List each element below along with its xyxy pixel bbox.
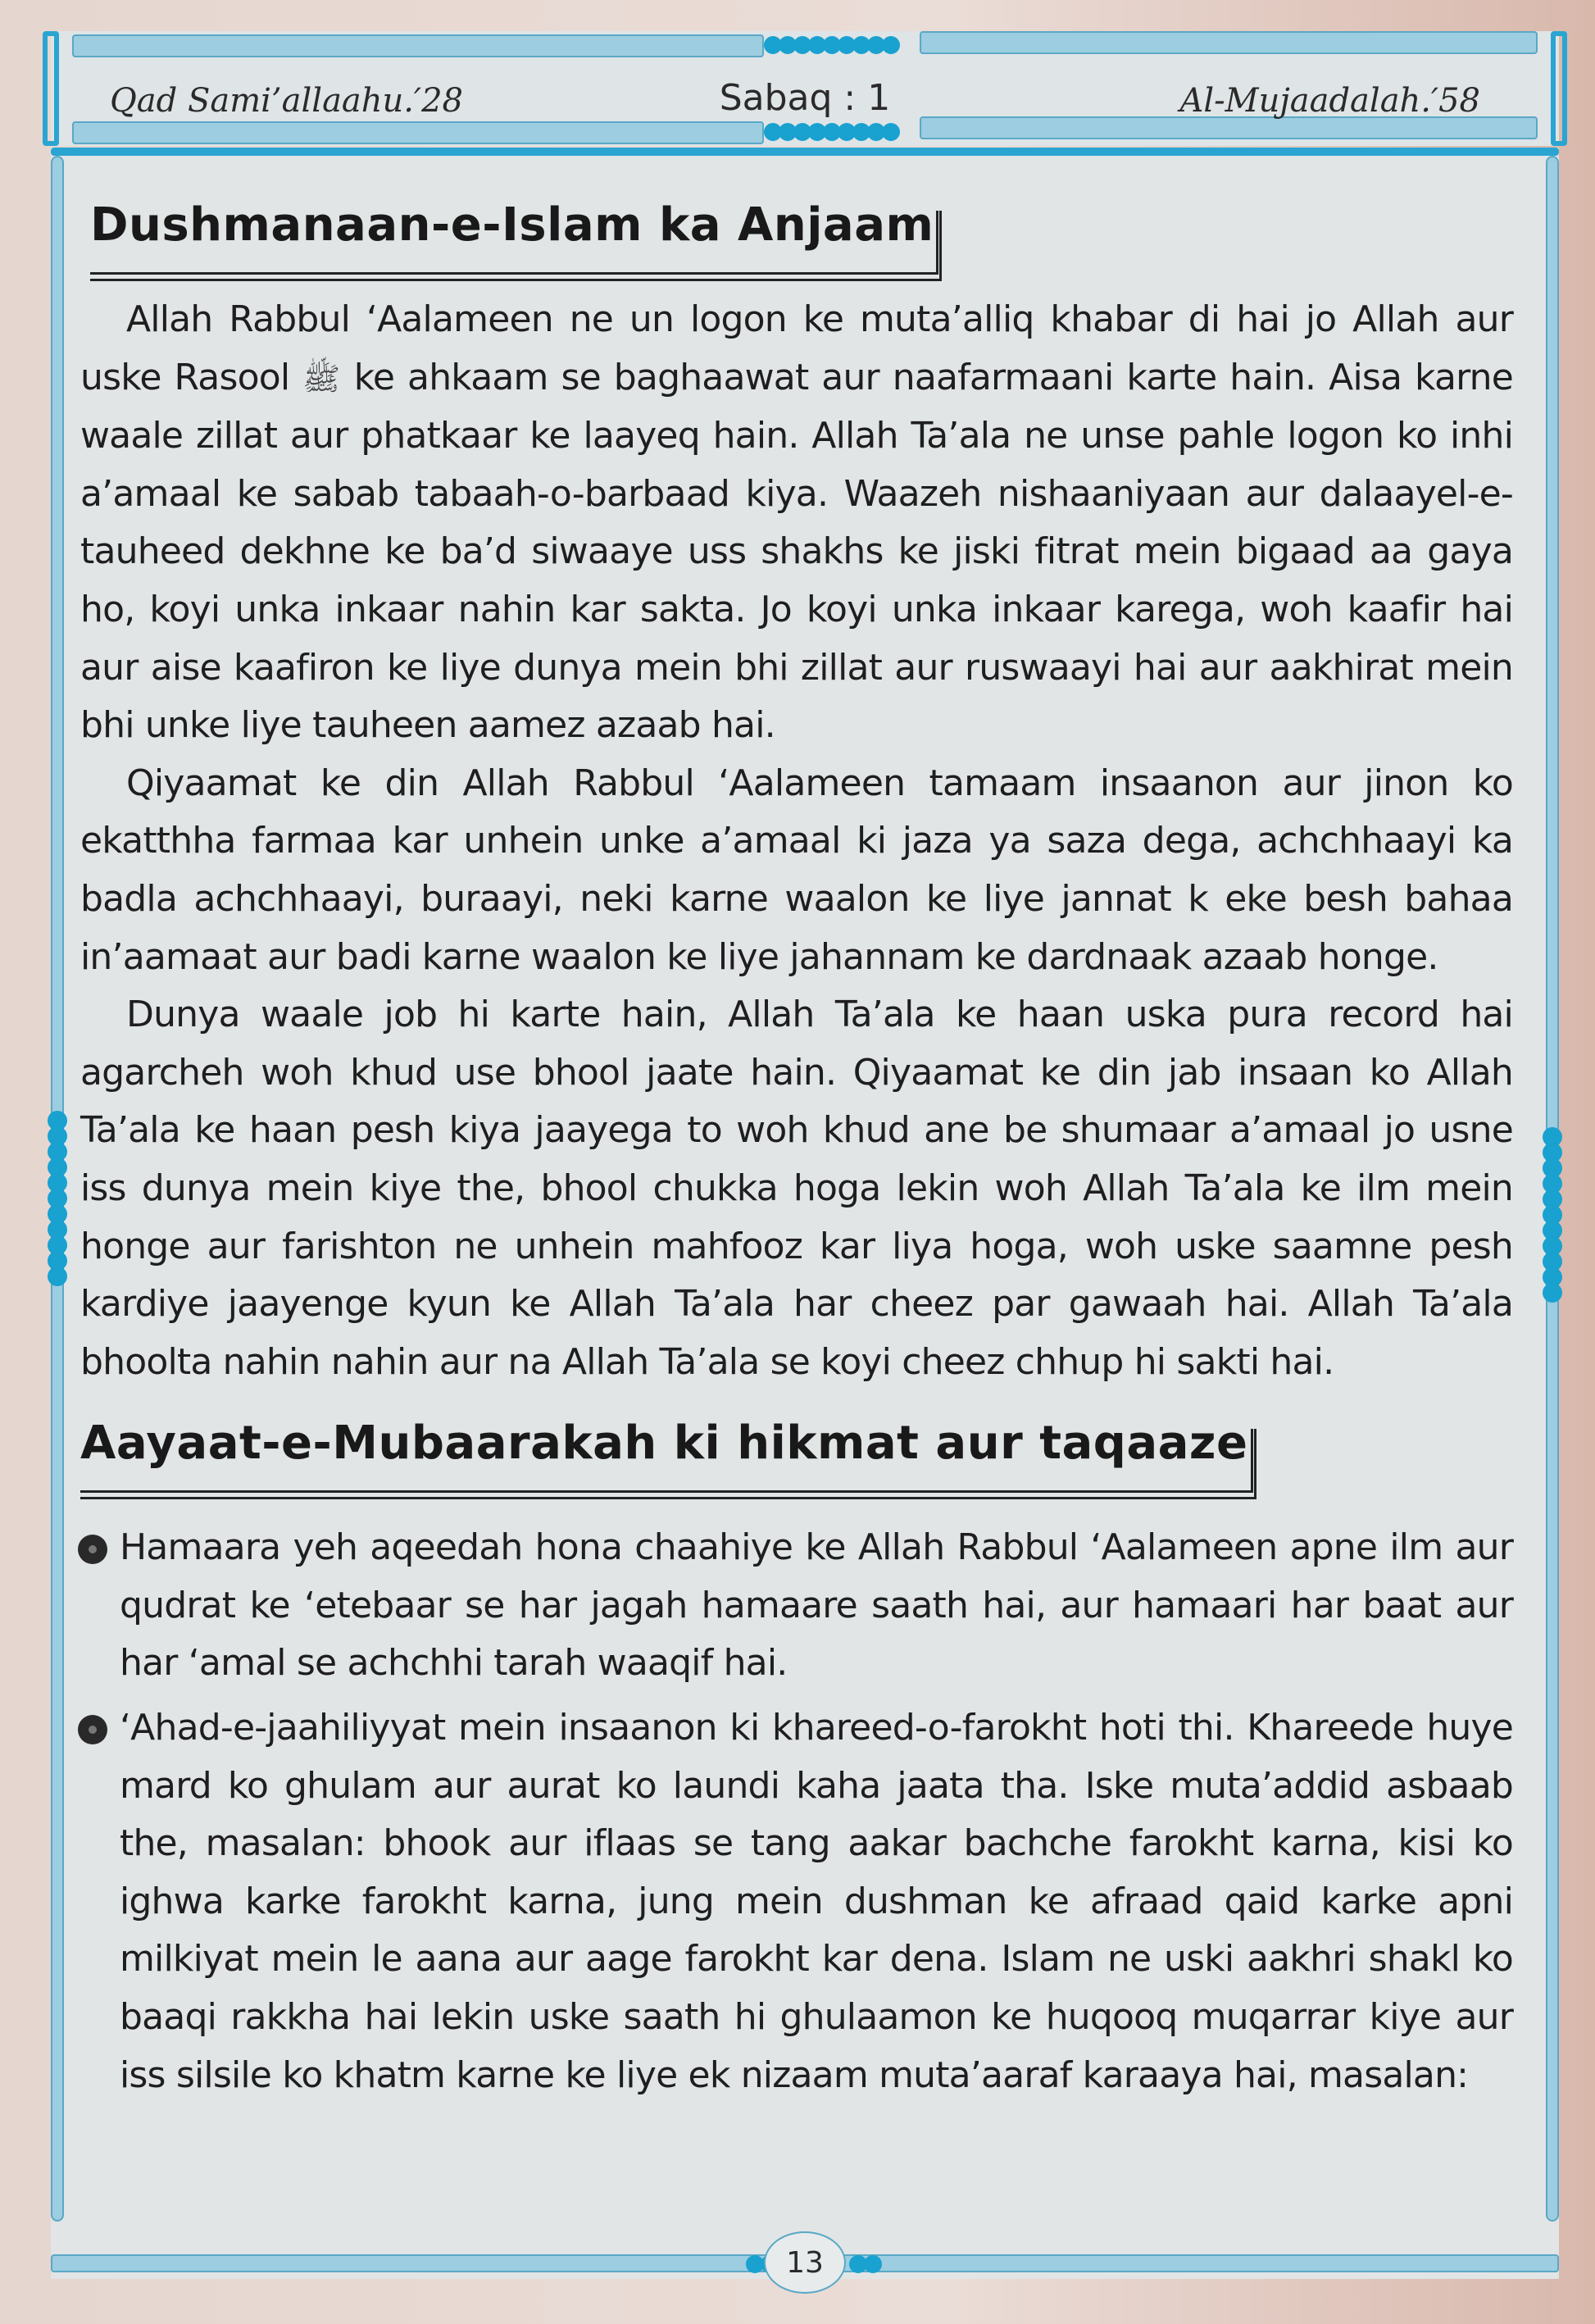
paragraph-1-part-a: Allah Rabbul ‘Aalameen ne un logon ke muta’alliq khabar di hai jo Allah aur uske Rasool (80, 298, 1513, 398)
bullet-text: Hamaara yeh aqeedah hona chaahiye ke Allah Rabbul ‘Aalameen apne ilm aur qudrat ke ‘etebaar se har jagah hamaare saath hai, aur hamaari har baat aur har ‘amal se achchhi tarah waaqif hai. (120, 1526, 1513, 1685)
paragraph-1 (80, 291, 1513, 755)
flower-bullet-icon (80, 1717, 105, 1742)
header-top-beads (764, 36, 897, 54)
salawat-symbol: ﷺ (302, 360, 341, 397)
header-bottom-rail-right (920, 116, 1538, 139)
paragraph-3: Dunya waale job hi karte hain, Allah Ta’ala ke haan uska pura record hai agarcheh woh khud use bhool jaate hain. Qiyaamat ke din jab insaan ko Allah Ta’ala ke haan pesh kiya jaayega to woh khud ane be shumaar a’amaal jo usne iss dunya mein kiye the, bhool chukka hoga lekin woh Allah Ta’ala ke ilm mein honge aur farishton ne unhein mahfooz kar liya hoga, woh uske saamne pesh kardiye jaayenge kyun ke Allah Ta’ala har cheez par gawaah hai. Allah Ta’ala bhoolta nahin nahin aur na Allah Ta’ala se koyi cheez chhup hi sakti hai. (80, 994, 1513, 1383)
section-heading-1 (90, 193, 942, 258)
header-top-rail-right (920, 31, 1538, 54)
section-heading-1-text: Dushmanaan-e-Islam ka Anjaam (90, 198, 934, 252)
header-bottom-beads (764, 123, 897, 141)
frame-top-border (51, 148, 1559, 156)
left-rail-beads (48, 1111, 67, 1282)
header-top-rail-left (72, 34, 764, 57)
bullet-item (80, 1699, 1513, 2104)
paragraph-2: Qiyaamat ke din Allah Rabbul ‘Aalameen tamaam insaanon aur jinon ko ekatthha farmaa kar unhein unke a’amaal ki jaza ya saza dega, achchhaayi ka badla achchhaayi, buraayi, neki karne waalon ke liye jannat k eke besh bahaa in’aamaat aur badi karne waalon ke liye jahannam ke dardnaak azaab honge. (80, 762, 1513, 978)
flower-bullet-icon (80, 1537, 105, 1562)
footer-right-beads (849, 2255, 879, 2273)
page-number: 13 (764, 2231, 846, 2294)
header-surah-left: Qad Sami’allaahu.′28 (110, 82, 463, 120)
header-bottom-rail-left (72, 121, 764, 144)
section-heading-2 (80, 1411, 1256, 1476)
section-heading-2-text: Aayaat-e-Mubaarakah ki hikmat aur taqaaze (80, 1417, 1248, 1471)
header-lesson: Sabaq : 1 (719, 77, 891, 119)
paragraph-1-part-b: ke ahkaam se baghaawat aur naafarmaani karte hain. Aisa karne waale zillat aur phatkaar ke laayeq hain. Allah Ta’ala ne unse pahle logon ko inhi a’amaal ke sabab tabaah-o-barbaad kiya. Waazeh nishaaniyaan aur dalaayel-e-tauheed dekhne ke ba’d siwaaye uss shakhs ke jiski fitrat mein bigaad aa gaya ho, koyi unka inkaar nahin kar sakta. Jo koyi unka inkaar karega, woh kaafir hai aur aise kaafiron ke liye dunya mein bhi zillat aur ruswaayi hai aur aakhirat mein bhi unke liye tauheen aamez azaab hai. (80, 356, 1513, 747)
right-rail-beads (1543, 1127, 1562, 1298)
header-surah-right: Al-Mujaadalah.′58 (1179, 82, 1480, 120)
running-header (51, 31, 1559, 146)
bullet-text: ‘Ahad-e-jaahiliyyat mein insaanon ki khareed-o-farokht hoti thi. Khareede huye mard ko ghulam aur aurat ko laundi kaha jaata tha. Iske muta’addid asbaab the, masalan: bhook aur iflaas se tang aakar bachche farokht karna, kisi ko ighwa karke farokht karna, jung mein dushman ke afraad qaid karke apni milkiyat mein le aana aur aage farokht kar dena. Islam ne uski aakhri shakl ko baaqi rakkha hai lekin uske saath hi ghulaamon ke huqooq muqarrar kiye aur iss silsile ko khatm karne ke liye ek nizaam muta’aaraf karaaya hai, masalan: (120, 1707, 1513, 2096)
bullet-item (80, 1519, 1513, 1693)
page-content (80, 193, 1513, 2104)
